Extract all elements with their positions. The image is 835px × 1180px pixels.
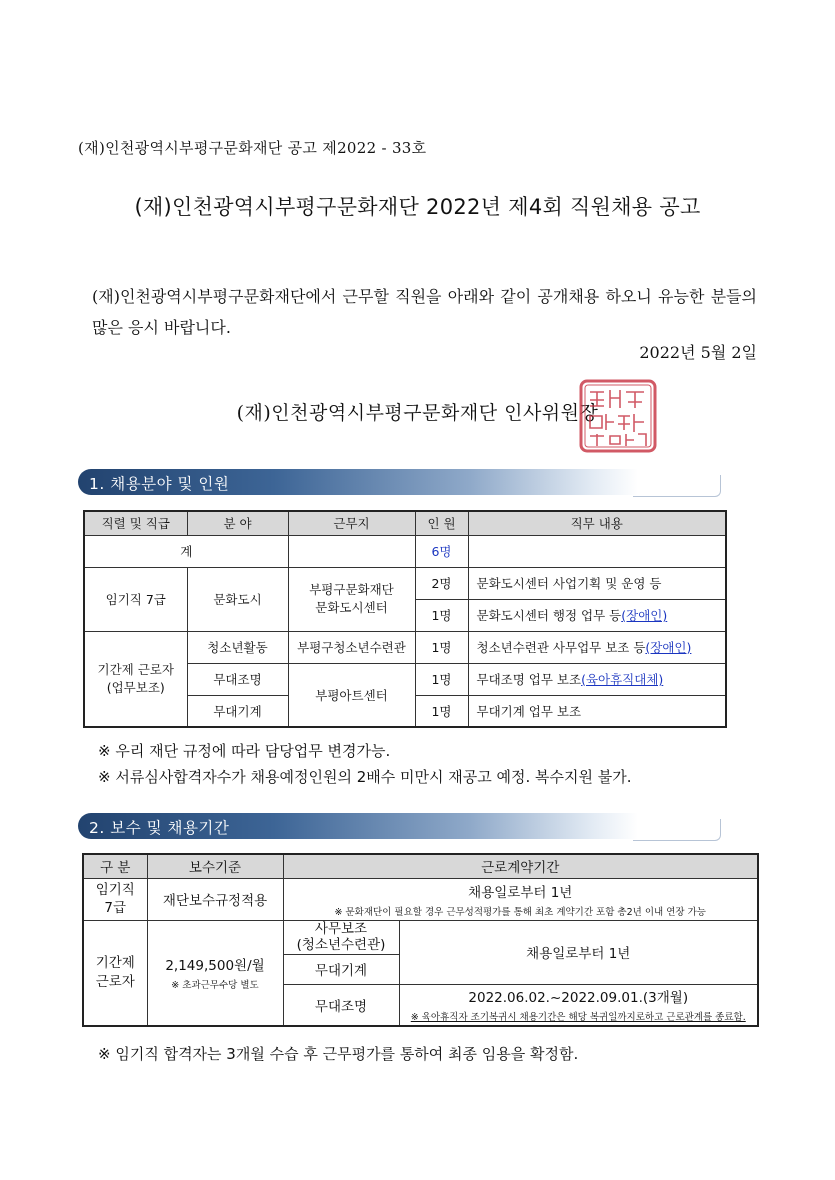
signature-line: (재)인천광역시부평구문화재단 인사위원장 — [236, 402, 599, 424]
table-row — [84, 567, 726, 599]
period-text: 2022.06.02.~2022.09.01.(3개월) — [468, 990, 689, 1007]
note-reannouncement: ※ 서류심사합격자수가 채용예정인원의 2배수 미만시 재공고 예정. 복수지원 불가. — [98, 768, 632, 786]
section-2-header — [78, 813, 678, 839]
header-cell: 분 야 — [187, 511, 288, 535]
duty-cell — [468, 599, 726, 631]
section-2-title: 2. 보수 및 채용기간 — [89, 819, 230, 837]
pay-cell — [147, 920, 283, 1026]
place-cell: 부평아트센터 — [288, 663, 415, 727]
header-cell: 직렬 및 직급 — [84, 511, 187, 535]
place-cell: 부평구문화재단 문화도시센터 — [288, 567, 415, 631]
grade-cell: 기간제 근로자 (업무보조) — [84, 631, 187, 727]
period-note: ※ 문화재단이 필요할 경우 근무성적평가를 통해 최초 계약기간 포함 총2년 이내 연장 가능 — [334, 906, 706, 918]
official-seal-stamp — [578, 378, 658, 454]
total-empty — [288, 535, 415, 567]
table-row-total — [84, 535, 726, 567]
pay-period-table — [82, 853, 759, 1027]
period-cell: 채용일로부터 1년 — [399, 920, 758, 984]
header-cell: 근무지 — [288, 511, 415, 535]
duty-cell: 문화도시센터 사업기획 및 운영 등 — [468, 567, 726, 599]
header-cell: 인 원 — [415, 511, 468, 535]
duty-cell: 무대기계 업무 보조 — [468, 695, 726, 727]
duty-text: 무대조명 업무 보조 — [476, 672, 582, 687]
document-date: 2022년 5월 2일 — [639, 343, 757, 362]
table-row — [83, 878, 758, 920]
period-cell — [399, 984, 758, 1026]
recruitment-table — [83, 510, 727, 728]
duty-tag: (육아휴직대체) — [581, 672, 664, 687]
period-note: ※ 육아휴직자 조기복귀시 채용기간은 해당 복귀일까지로하고 근로관계를 종료함. — [410, 1012, 746, 1024]
table-row — [83, 920, 758, 954]
header-cell: 직무 내용 — [468, 511, 726, 535]
subcategory-cell: 무대기계 — [283, 954, 399, 984]
table-row — [84, 631, 726, 663]
grade-cell: 임기직 7급 — [84, 567, 187, 631]
subcategory-cell: 무대조명 — [283, 984, 399, 1026]
section-1-title: 1. 채용분야 및 인원 — [89, 475, 230, 493]
count-cell: 1명 — [415, 695, 468, 727]
duty-text: 청소년수련관 사무업무 보조 등 — [476, 640, 646, 655]
total-label: 계 — [84, 535, 288, 567]
header-cell: 근로계약기간 — [283, 854, 758, 878]
table-header-row — [84, 511, 726, 535]
table-header-row — [83, 854, 758, 878]
total-count: 6명 — [415, 535, 468, 567]
count-cell: 1명 — [415, 631, 468, 663]
field-cell: 청소년활동 — [187, 631, 288, 663]
category-cell: 임기직 7급 — [83, 878, 147, 920]
section-1-header — [78, 469, 678, 495]
duty-tag: (장애인) — [645, 640, 692, 655]
duty-cell — [468, 631, 726, 663]
count-cell: 1명 — [415, 599, 468, 631]
note-duty-change: ※ 우리 재단 규정에 따라 담당업무 변경가능. — [98, 742, 391, 760]
notice-number: (재)인천광역시부평구문화재단 공고 제2022 - 33호 — [78, 139, 427, 157]
header-cell: 구 분 — [83, 854, 147, 878]
place-cell: 부평구청소년수련관 — [288, 631, 415, 663]
duty-tag: (장애인) — [621, 608, 668, 623]
document-title: (재)인천광역시부평구문화재단 2022년 제4회 직원채용 공고 — [134, 195, 701, 219]
period-text: 채용일로부터 1년 — [468, 884, 573, 901]
header-cell: 보수기준 — [147, 854, 283, 878]
pay-text: 2,149,500원/월 — [165, 958, 265, 975]
category-cell: 기간제 근로자 — [83, 920, 147, 1026]
total-duty-empty — [468, 535, 726, 567]
count-cell: 1명 — [415, 663, 468, 695]
intro-paragraph: (재)인천광역시부평구문화재단에서 근무할 직원을 아래와 같이 공개채용 하오니 유능한 분들의 많은 응시 바랍니다. — [92, 287, 757, 337]
pay-note: ※ 초과근무수당 별도 — [171, 980, 259, 992]
field-cell: 무대기계 — [187, 695, 288, 727]
duty-text: 문화도시센터 행정 업무 등 — [476, 608, 622, 623]
field-cell: 무대조명 — [187, 663, 288, 695]
note-probation: ※ 임기직 합격자는 3개월 수습 후 근무평가를 통하여 최종 임용을 확정함. — [98, 1045, 579, 1063]
period-cell — [283, 878, 758, 920]
duty-cell — [468, 663, 726, 695]
count-cell: 2명 — [415, 567, 468, 599]
subcategory-cell: 사무보조 (청소년수련관) — [283, 920, 399, 954]
pay-cell: 재단보수규정적용 — [147, 878, 283, 920]
field-cell: 문화도시 — [187, 567, 288, 631]
